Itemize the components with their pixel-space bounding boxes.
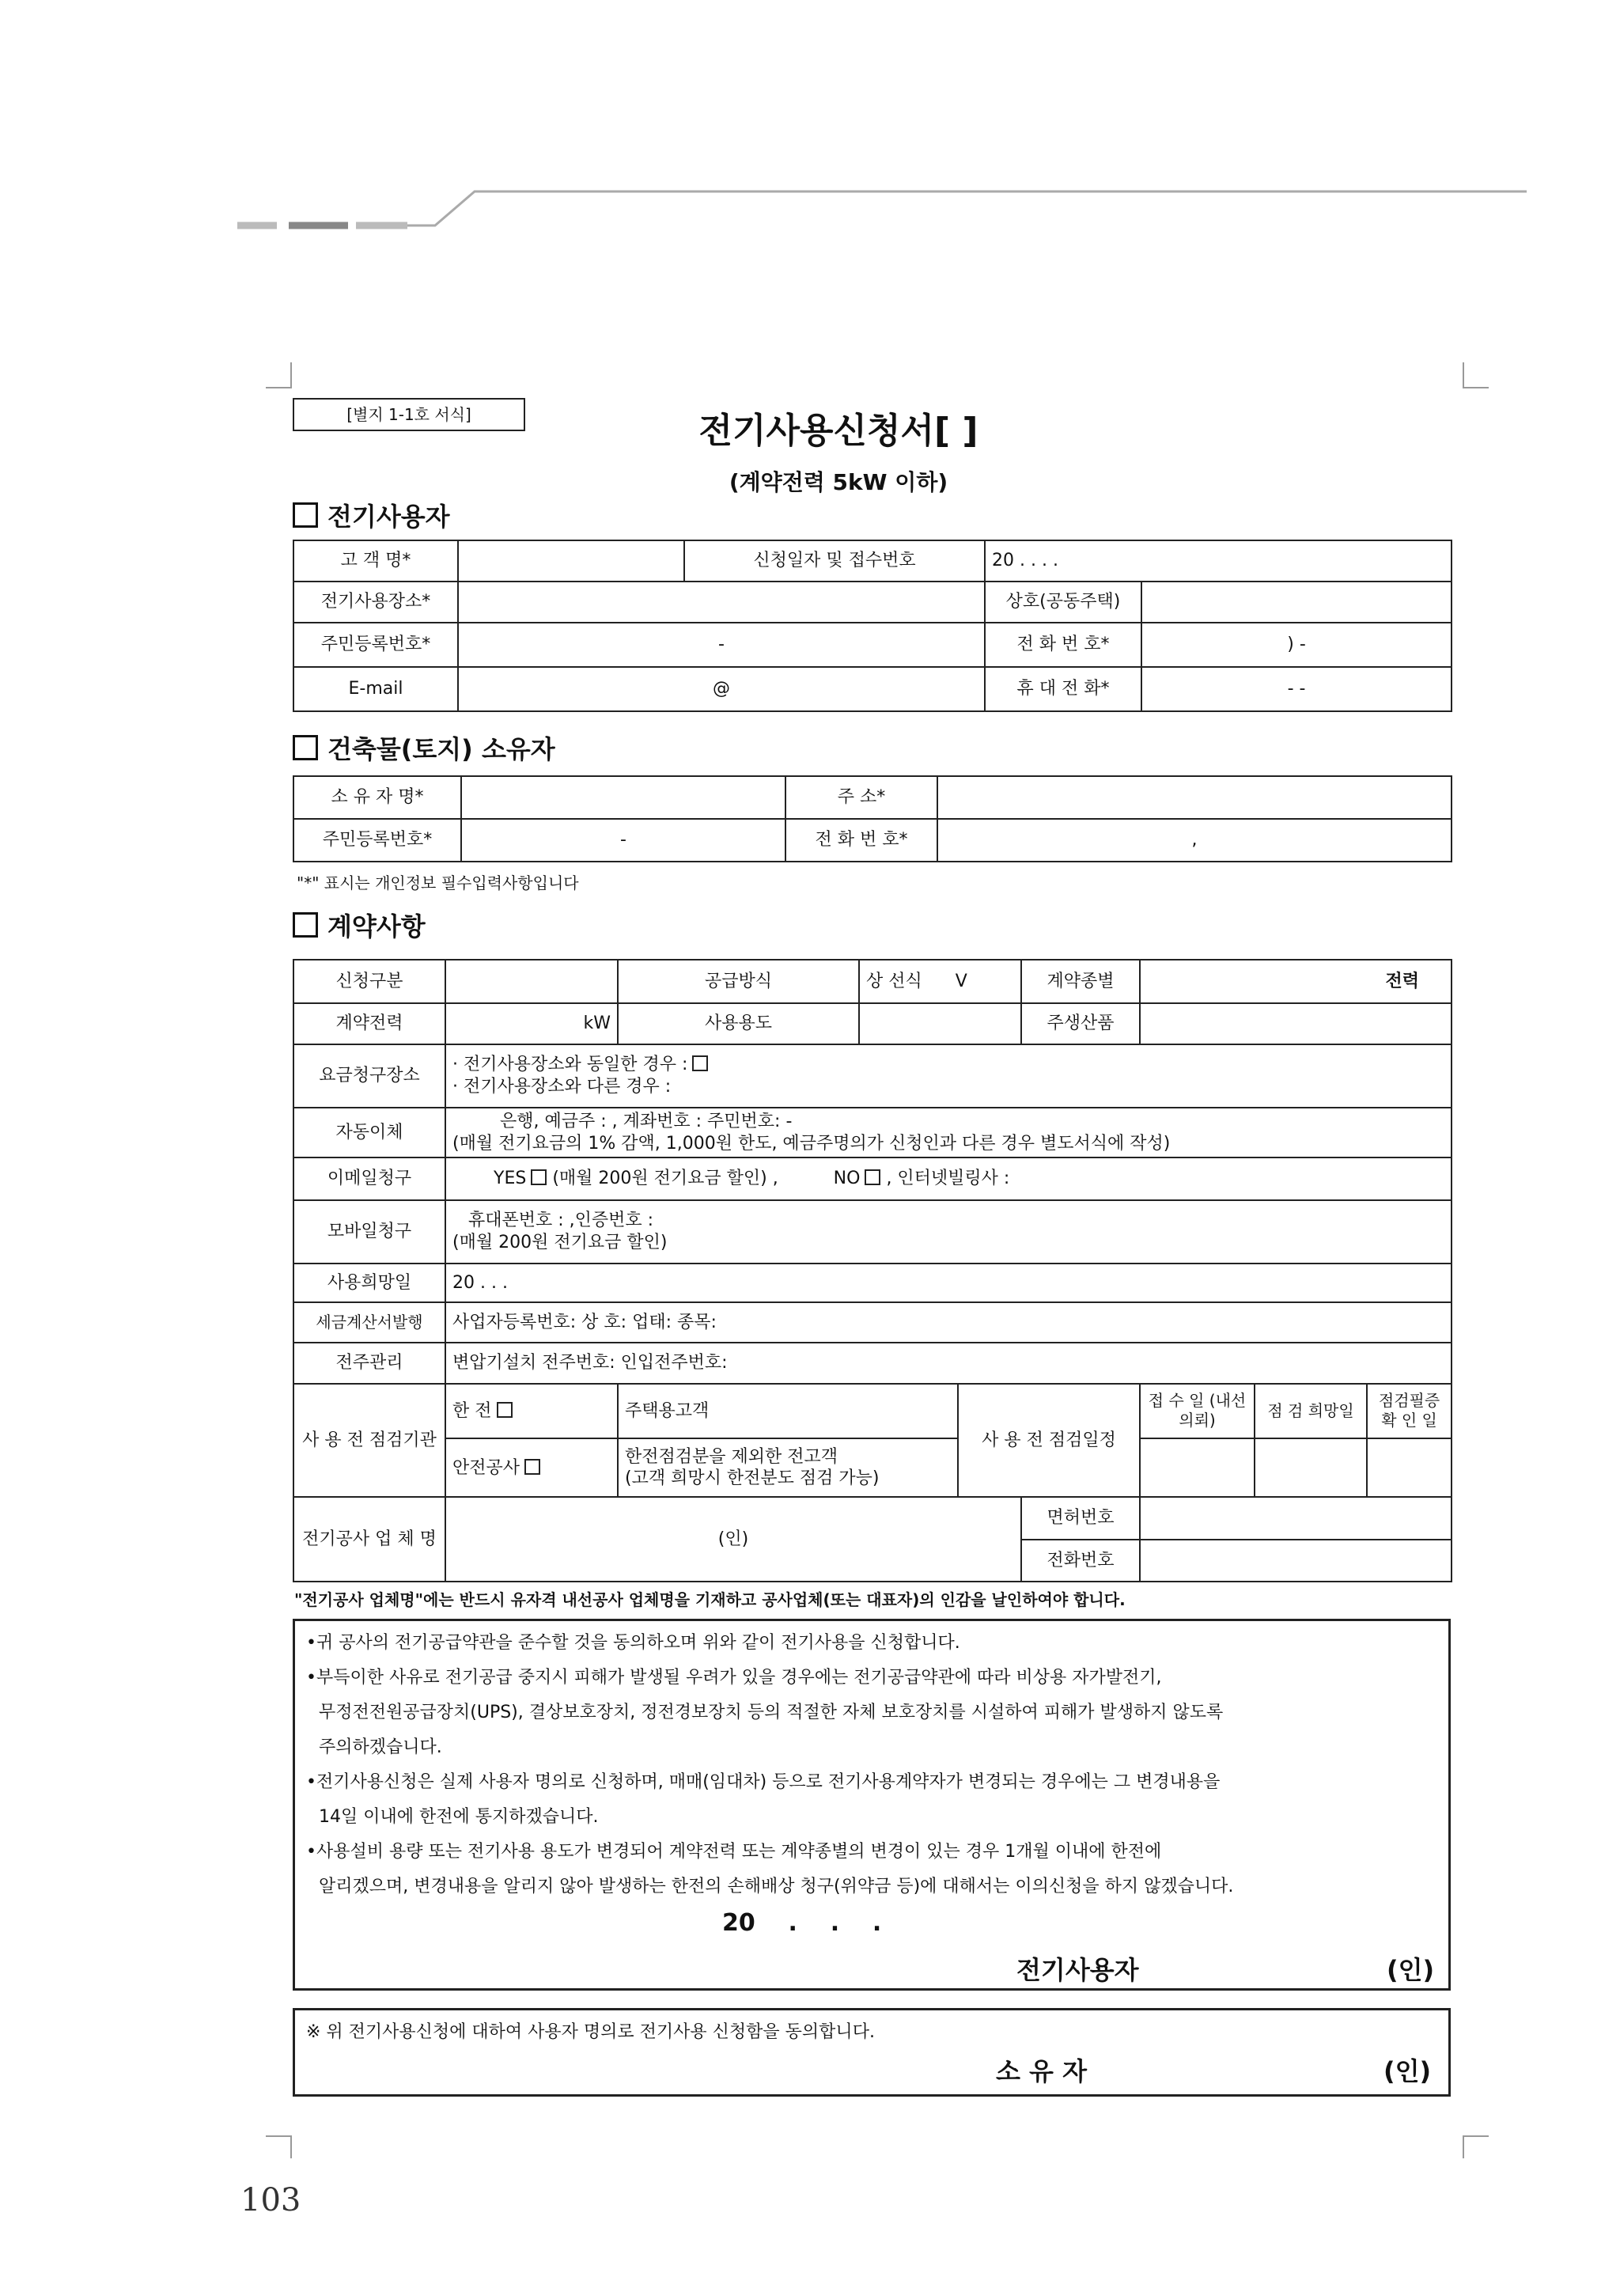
mobile-bill-label: 모바일청구 xyxy=(293,1200,445,1264)
inspect-hope-label: 점 검 희망일 xyxy=(1255,1384,1367,1439)
kepco-checkbox[interactable] xyxy=(497,1402,513,1418)
receipt-date-label: 접 수 일 (내선의뢰) xyxy=(1140,1384,1255,1439)
privacy-note: "*" 표시는 개인정보 필수입력사항입니다 xyxy=(297,873,579,892)
section-contract-title: 계약사항 xyxy=(293,907,426,943)
section-owner-title: 건축물(토지) 소유자 xyxy=(293,729,555,766)
billing-same-checkbox[interactable] xyxy=(692,1055,708,1071)
email-field[interactable]: @ xyxy=(458,667,985,711)
page-number: 103 xyxy=(240,2182,301,2218)
hope-date-field[interactable]: 20 . . . xyxy=(445,1264,1452,1302)
owner-signer: 소 유 자 xyxy=(996,2056,1088,2086)
email-yes-checkbox[interactable] xyxy=(531,1169,547,1185)
supply-method-label: 공급방식 xyxy=(618,960,859,1003)
phone-label: 전 화 번 호* xyxy=(985,623,1141,667)
billing-place-field[interactable]: · 전기사용장소와 동일한 경우 : · 전기사용장소와 다른 경우 : xyxy=(445,1044,1452,1108)
supply-method-field[interactable]: 상 선식 V xyxy=(859,960,1021,1003)
email-bill-field[interactable]: YES (매월 200원 전기요금 할인) , NO , 인터넷빌링사 : xyxy=(445,1157,1452,1199)
license-no-field[interactable] xyxy=(1140,1497,1452,1539)
owner-rrn-field[interactable]: - xyxy=(461,819,785,862)
page-subtitle: (계약전력 5kW 이하) xyxy=(729,469,948,495)
form-code: [별지 1-1호 서식] xyxy=(293,398,525,431)
customer-name-label: 고 객 명* xyxy=(293,540,458,582)
owner-address-label: 주 소* xyxy=(785,776,937,819)
inspect-confirm-field[interactable] xyxy=(1367,1438,1452,1497)
owner-phone-field[interactable]: , xyxy=(937,819,1452,862)
agreement-signer: 전기사용자 xyxy=(1016,1955,1139,1985)
safety-option[interactable]: 안전공사 xyxy=(445,1438,618,1497)
tax-invoice-field[interactable]: 사업자등록번호: 상 호: 업태: 종목: xyxy=(445,1302,1452,1343)
owner-address-field[interactable] xyxy=(937,776,1452,819)
inspect-org-label: 사 용 전 점검기관 xyxy=(293,1384,445,1498)
owner-table xyxy=(293,775,1452,862)
rrn-label: 주민등록번호* xyxy=(293,623,458,667)
safety-checkbox[interactable] xyxy=(524,1459,540,1475)
location-field[interactable] xyxy=(458,582,985,623)
shop-field[interactable] xyxy=(1141,582,1452,623)
inspect-schedule-label: 사 용 전 점검일정 xyxy=(958,1384,1140,1498)
owner-seal: (인) xyxy=(1383,2056,1432,2086)
auto-transfer-label: 자동이체 xyxy=(293,1108,445,1158)
usage-field[interactable] xyxy=(859,1003,1021,1044)
email-bill-label: 이메일청구 xyxy=(293,1157,445,1199)
phone-no-field[interactable] xyxy=(1140,1540,1452,1582)
inspect-confirm-label: 점검필증 확 인 일 xyxy=(1367,1384,1452,1439)
auto-transfer-field[interactable]: 은행, 예금주 : , 계좌번호 : 주민번호: - (매월 전기요금의 1% 감액, 1,000원 한도, 예금주명의가 신청인과 다른 경우 별도서식에 작성) xyxy=(445,1108,1452,1158)
location-label: 전기사용장소* xyxy=(293,582,458,623)
owner-consent-box: ※ 위 전기사용신청에 대하여 사용자 명의로 전기사용 신청함을 동의합니다. 소 유 자 (인) xyxy=(293,2008,1451,2097)
rrn-field[interactable]: - xyxy=(458,623,985,667)
user-table xyxy=(293,540,1452,712)
contract-kind-label: 계약종별 xyxy=(1021,960,1140,1003)
contractor-label: 전기공사 업 체 명 xyxy=(293,1497,445,1582)
checkbox-square-icon xyxy=(293,502,318,528)
contractor-note: "전기공사 업체명"에는 반드시 유자격 내선공사 업체명을 기재하고 공사업체(또는 대표자)의 인감을 날인하여야 합니다. xyxy=(294,1590,1126,1609)
agreement-box: •귀 공사의 전기공급약관을 준수할 것을 동의하오며 위와 같이 전기사용을 신청합니다. •부득이한 사유로 전기공급 중지시 피해가 발생될 우려가 있을 경우에는 전기공급약관에 따라 비상용 자가발전기, 무정전전원공급장치(UPS), 결상보호장치, 정전경보장치 등의 적절한 자체 보호장치를 시설하여 피해가 발생하지 않도록 주의하겠습니다. •전기사용신청은 실제 사용자 명의로 신청하며, 매매(임대차) 등으로 전기사용계약자가 변경되는 경우에는 그 변경내용을 14일 이내에 한전에 통지하겠습니다. •사용설비 용량 또는 전기사용 용도가 변경되어 계약전력 또는 계약종별의 변경이 있는 경우 1개월 이내에 한전에 알리겠으며, 변경내용을 알리지 않아 발생하는 한전의 손해배상 청구(위약금 등)에 대해서는 이의신청을 하지 않겠습니다. 20 . . . 전기사용자 (인) xyxy=(293,1619,1451,1991)
pole-label: 전주관리 xyxy=(293,1343,445,1383)
page-title: 전기사용신청서[ ] xyxy=(698,411,978,451)
inspect-hope-field[interactable] xyxy=(1255,1438,1367,1497)
application-field[interactable]: 20 . . . . xyxy=(985,540,1452,582)
customer-name-field[interactable] xyxy=(458,540,684,582)
apply-type-field[interactable] xyxy=(445,960,618,1003)
main-product-label: 주생산품 xyxy=(1021,1003,1140,1044)
hope-date-label: 사용희망일 xyxy=(293,1264,445,1302)
checkbox-square-icon xyxy=(293,912,318,938)
usage-label: 사용용도 xyxy=(618,1003,859,1044)
email-no-checkbox[interactable] xyxy=(865,1169,880,1185)
mobile-label: 휴 대 전 화* xyxy=(985,667,1141,711)
shop-label: 상호(공동주택) xyxy=(985,582,1141,623)
application-label: 신청일자 및 접수번호 xyxy=(684,540,985,582)
contract-table xyxy=(293,959,1452,1582)
agreement-date: 20 . . . xyxy=(722,1909,882,1937)
owner-rrn-label: 주민등록번호* xyxy=(293,819,461,862)
agreement-seal: (인) xyxy=(1387,1955,1435,1985)
safety-desc: 한전점검분을 제외한 전고객 (고객 희망시 한전분도 점검 가능) xyxy=(618,1438,958,1497)
pole-field[interactable]: 변압기설치 전주번호: 인입전주번호: xyxy=(445,1343,1452,1383)
license-no-label: 면허번호 xyxy=(1021,1497,1140,1539)
mobile-bill-field[interactable]: 휴대폰번호 : ,인증번호 : (매월 200원 전기요금 할인) xyxy=(445,1200,1452,1264)
contractor-field[interactable]: (인) xyxy=(445,1497,1021,1582)
kepco-desc: 주택용고객 xyxy=(618,1384,958,1439)
owner-name-label: 소 유 자 명* xyxy=(293,776,461,819)
email-label: E-mail xyxy=(293,667,458,711)
contract-kind-field[interactable]: 전력 xyxy=(1140,960,1452,1003)
owner-name-field[interactable] xyxy=(461,776,785,819)
kepco-option[interactable]: 한 전 xyxy=(445,1384,618,1439)
billing-place-label: 요금청구장소 xyxy=(293,1044,445,1108)
section-user-title: 전기사용자 xyxy=(293,497,450,533)
tax-invoice-label: 세금계산서발행 xyxy=(293,1302,445,1343)
owner-phone-label: 전 화 번 호* xyxy=(785,819,937,862)
receipt-date-field[interactable] xyxy=(1140,1438,1255,1497)
main-product-field[interactable] xyxy=(1140,1003,1452,1044)
mobile-field[interactable]: - - xyxy=(1141,667,1452,711)
phone-no-label: 전화번호 xyxy=(1021,1540,1140,1582)
contract-power-field[interactable]: kW xyxy=(445,1003,618,1044)
phone-field[interactable]: ) - xyxy=(1141,623,1452,667)
checkbox-square-icon xyxy=(293,735,318,760)
apply-type-label: 신청구분 xyxy=(293,960,445,1003)
contract-power-label: 계약전력 xyxy=(293,1003,445,1044)
